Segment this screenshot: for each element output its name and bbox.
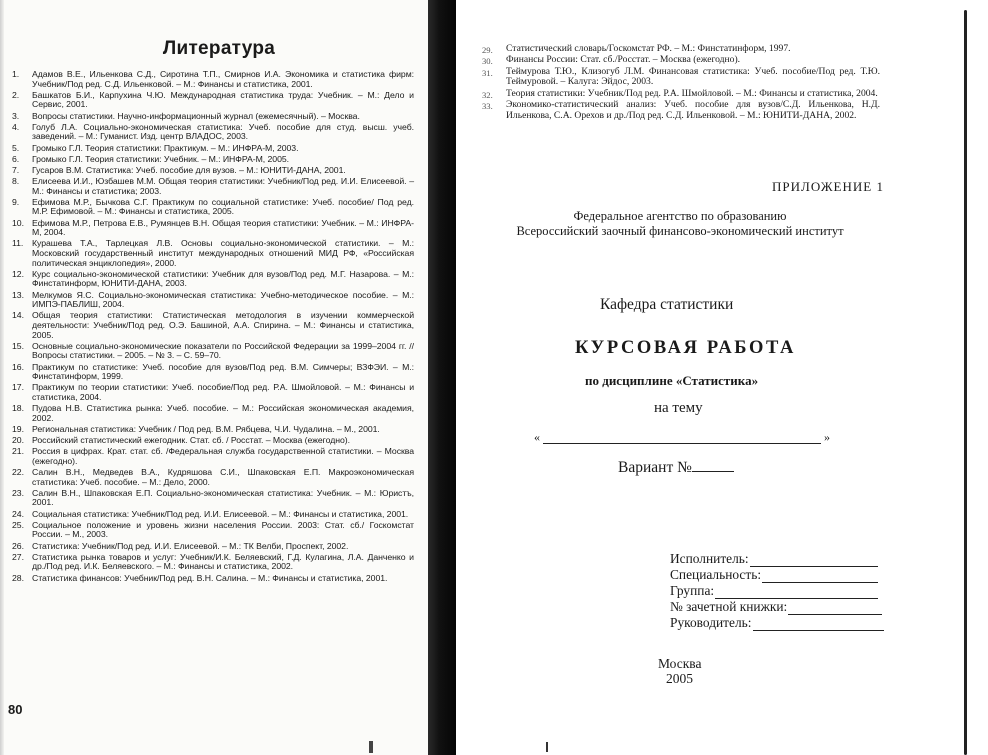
reference-number: 5.: [12, 142, 20, 153]
reference-number: 10.: [12, 217, 24, 228]
field-blank: [753, 619, 885, 631]
reference-item: [12, 436, 414, 446]
reference-number: 15.: [12, 340, 24, 351]
reference-item: [12, 553, 414, 572]
field-blank: [762, 571, 878, 583]
reference-text: Практикум по статистике: Учеб. пособие для вузов/Под ред. В.М. Симчеры; ВЗФЭИ. – М.: Финстатинформ, 1999.: [32, 361, 414, 382]
reference-text: Общая теория статистики: Статистическая методология в изучении коммерческой деятельности: Учебник/Под ред. О.Э. Башиной, А.А. Спирина. – М.: Финансы и статистика, 2005.: [32, 310, 414, 340]
reference-item: [12, 144, 414, 154]
city: Москва: [658, 656, 702, 671]
reference-number: 16.: [12, 361, 24, 372]
reference-number: 27.: [12, 551, 24, 562]
reference-number: 12.: [12, 268, 24, 279]
appendix-label: ПРИЛОЖЕНИЕ 1: [772, 179, 884, 194]
field-label: Группа:: [670, 583, 715, 598]
reference-item: [12, 270, 414, 289]
reference-number: 29.: [482, 45, 493, 55]
field-label: Специальность:: [670, 567, 762, 582]
reference-item: [12, 574, 414, 584]
field-executor: [670, 551, 890, 567]
reference-item: [12, 311, 414, 340]
field-record-book: [670, 599, 890, 615]
reference-number: 4.: [12, 121, 20, 132]
field-specialty: [670, 567, 890, 583]
reference-text: Башкатов Б.И., Карпухина Ч.Ю. Международная статистика труда: Учебник. – М.: Дело и Сервис, 2001.: [32, 89, 414, 110]
reference-text: Основные социально-экономические показатели по Российской Федерации за 1999–2004 гг. // Вопросы статистики. – 2005. – № 3. – С. 59–70.: [32, 340, 414, 361]
page-edge-left: [0, 0, 4, 755]
reference-item: [12, 177, 414, 196]
reference-number: 14.: [12, 310, 24, 321]
reference-number: 32.: [482, 89, 493, 100]
reference-number: 22.: [12, 467, 24, 478]
reference-text: Экономико-статистический анализ: Учеб. пособие для вузов/С.Д. Ильенкова, Н.Д. Ильенкова, С.А. Орехов и др./Под ред. С.Д. Ильенковой. – М.: ЮНИТИ-ДАНА, 2002.: [506, 98, 880, 121]
field-supervisor: [670, 615, 890, 631]
reference-item: [12, 521, 414, 540]
student-info-fields: [670, 551, 890, 631]
reference-item: [12, 363, 414, 382]
discipline-line: по дисциплине «Статистика»: [585, 373, 759, 388]
reference-text: Практикум по теории статистики: Учеб. пособие/Под ред. Р.А. Шмойловой. – М.: Финансы и статистика, 2004.: [32, 382, 414, 402]
reference-text: Вопросы статистики. Научно-информационный журнал (ежемесячный). – Москва.: [32, 110, 360, 121]
reference-text: Громыко Г.Л. Теория статистики: Учебник. – М.: ИНФРА-М, 2005.: [32, 153, 289, 164]
reference-item: [12, 425, 414, 435]
page-title: Литература: [162, 38, 276, 59]
scan-artifact: [546, 742, 548, 752]
reference-text: Статистический словарь/Госкомстат РФ. – М.: Финстатинформ, 1997.: [506, 43, 791, 54]
reference-text: Громыко Г.Л. Теория статистики: Практикум. – М.: ИНФРА-М, 2003.: [32, 142, 299, 153]
reference-number: 25.: [12, 519, 24, 530]
field-blank: [788, 603, 882, 615]
reference-number: 7.: [12, 164, 20, 175]
reference-text: Салин В.Н., Медведев В.А., Кудряшова С.И., Шпаковская Е.П. Макроэкономическая статистика: Учеб. пособие. – М.: Дело, 2000.: [32, 467, 414, 487]
reference-text: Мелкумов Я.С. Социально-экономическая статистика: Учебно-методическое пособие. – М.: ИМПЭ-ПАБЛИШ, 2004.: [32, 289, 414, 310]
reference-number: 8.: [12, 176, 20, 187]
field-label: Руководитель:: [670, 615, 752, 630]
reference-number: 30.: [482, 56, 493, 67]
book-spine-shadow: [428, 0, 456, 755]
reference-text: Социальное положение и уровень жизни населения России. 2003: Стат. сб./ Госкомстат России. – М., 2003.: [32, 519, 414, 540]
reference-item: [12, 404, 414, 423]
reference-text: Курашева Т.А., Тарлецкая Л.В. Основы социально-экономической статистики. – М.: Московский государственный институт международных отношений МИД РФ, «Российская политическая энциклопедия», 2000.: [32, 238, 414, 268]
field-blank: [715, 587, 878, 599]
reference-item: [12, 342, 414, 361]
field-label: Исполнитель:: [670, 551, 749, 566]
reference-text: Курс социально-экономической статистики: Учебник для вузов/Под ред. М.Г. Назарова. – М.: Финстатинформ, ЮНИТИ-ДАНА, 2003.: [32, 268, 414, 289]
variant-field: [618, 459, 734, 477]
reference-text: Салин В.Н., Шпаковская Е.П. Социально-экономическая статистика: Учебник. – М.: Юристъ, 2001.: [32, 487, 414, 508]
quote-open: «: [534, 430, 540, 444]
reference-number: 19.: [12, 423, 24, 434]
reference-text: Статистика рынка товаров и услуг: Учебник/И.К. Беляевский, Г.Д. Кулагина, Л.А. Данченко и др./Под ред. И.К. Беляевского. – М.: Финансы и статистика, 2002.: [32, 551, 414, 572]
reference-item: [12, 489, 414, 508]
topic-blank-field: [534, 430, 830, 446]
reference-item: [12, 447, 414, 466]
reference-text: Елисеева И.И., Юзбашев М.М. Общая теория статистики: Учебник/Под ред. И.И. Елисеевой. – М.: Финансы и статистика; 2003.: [32, 176, 414, 196]
reference-item: [12, 155, 414, 165]
variant-blank: [692, 459, 734, 472]
reference-text: Теория статистики: Учебник/Под ред. Р.А. Шмойловой. – М.: Финансы и статистика, 2004.: [506, 87, 878, 99]
department-name: Кафедра статистики: [600, 296, 734, 313]
reference-item: [12, 383, 414, 402]
reference-item: [480, 89, 880, 100]
reference-text: Финансы России: Стат. сб./Росстат. – Москва (ежегодно).: [506, 54, 741, 66]
reference-number: 21.: [12, 446, 24, 457]
reference-text: Социальная статистика: Учебник/Под ред. И.И. Елисеевой. – М.: Финансы и статистика, 2001.: [32, 508, 409, 519]
reference-item: [12, 291, 414, 310]
reference-number: 28.: [12, 572, 24, 583]
reference-number: 3.: [12, 110, 20, 121]
reference-number: 2.: [12, 89, 20, 100]
reference-item: [12, 112, 414, 122]
reference-item: [12, 510, 414, 520]
reference-text: Российский статистический ежегодник. Стат. сб. / Росстат. – Москва (ежегодно).: [32, 435, 350, 446]
coursework-title: КУРСОВАЯ РАБОТА: [575, 338, 796, 358]
reference-text: Адамов В.Е., Ильенкова С.Д., Сиротина Т.П., Смирнов И.А. Экономика и статистика фирм: Учебник/Под ред. С.Д. Ильенковой. – М.: Финансы и статистика, 2001.: [32, 69, 414, 89]
page-edge-right: [964, 10, 967, 755]
field-blank: [750, 555, 878, 567]
reference-number: 24.: [12, 508, 24, 519]
reference-item: [12, 123, 414, 142]
reference-item: [480, 67, 880, 89]
reference-text: Статистика финансов: Учебник/Под ред. В.Н. Салина. – М.: Финансы и статистика, 2001.: [32, 572, 388, 583]
reference-number: 13.: [12, 289, 24, 300]
reference-item: [12, 468, 414, 487]
variant-label: Вариант №: [618, 459, 692, 476]
agency-name: Федеральное агентство по образованию: [573, 209, 787, 223]
reference-item: [12, 166, 414, 176]
year: 2005: [666, 671, 693, 686]
reference-number: 11.: [12, 238, 24, 249]
reference-item: [12, 91, 414, 110]
reference-text: Ефимова М.Р., Петрова Е.В., Румянцев В.Н. Общая теория статистики: Учебник. – М.: ИНФРА-М, 2004.: [32, 217, 414, 238]
reference-list: [12, 70, 414, 585]
topic-underline: [543, 443, 821, 444]
page-number: 80: [8, 702, 23, 717]
field-group: [670, 583, 890, 599]
reference-text: Региональная статистика: Учебник / Под ред. В.М. Рябцева, Ч.И. Чудалина. – М., 2001.: [32, 423, 380, 434]
left-page: [0, 0, 438, 755]
institute-name: Всероссийский заочный финансово-экономический институт: [516, 224, 844, 238]
reference-number: 26.: [12, 540, 24, 551]
reference-item: [480, 44, 880, 55]
reference-number: 18.: [12, 403, 24, 414]
reference-text: Россия в цифрах. Крат. стат. сб. /Федеральная служба государственной статистики. – Москва (ежегодно).: [32, 446, 414, 466]
reference-number: 9.: [12, 196, 20, 207]
topic-label: на тему: [654, 400, 703, 416]
reference-text: Гусаров В.М. Статистика: Учеб. пособие для вузов. – М.: ЮНИТИ-ДАНА, 2001.: [32, 164, 346, 175]
reference-number: 20.: [12, 435, 24, 446]
reference-item: [12, 198, 414, 217]
reference-item: [12, 542, 414, 552]
reference-item: [12, 239, 414, 268]
reference-text: Ефимова М.Р., Бычкова С.Г. Практикум по социальной статистике: Учеб. пособие/ Под ред. М.Р. Ефимовой. – М.: Финансы и статистика, 2005.: [32, 196, 414, 217]
reference-number: 23.: [12, 487, 24, 498]
reference-text: Теймурова Т.Ю., Клизогуб Л.М. Финансовая статистика: Учеб. пособие/Под ред. Т.Ю. Теймуровой. – Калуга: Эйдос, 2003.: [506, 65, 880, 88]
reference-item: [12, 219, 414, 238]
reference-number: 1.: [12, 69, 20, 79]
reference-text: Пудова Н.В. Статистика рынка: Учеб. пособие. – М.: Российская экономическая академия, 2002.: [32, 403, 414, 423]
reference-text: Статистика: Учебник/Под ред. И.И. Елисеевой. – М.: ТК Велби, Проспект, 2002.: [32, 540, 349, 551]
reference-number: 17.: [12, 382, 24, 393]
scan-artifact: [369, 741, 373, 753]
field-label: № зачетной книжки:: [670, 599, 788, 614]
quote-close: »: [824, 430, 830, 444]
reference-number: 6.: [12, 153, 20, 164]
reference-item: [480, 100, 880, 122]
reference-list-continued: [480, 44, 880, 122]
reference-item: [12, 70, 414, 89]
reference-number: 31.: [482, 67, 493, 78]
reference-text: Голуб Л.А. Социально-экономическая статистика: Учеб. пособие для студ. высш. учеб. заведений. – М.: Гуманист. Изд. центр ВЛАДОС, 2003.: [32, 121, 414, 142]
reference-number: 33.: [482, 100, 493, 111]
reference-item: [480, 55, 880, 66]
